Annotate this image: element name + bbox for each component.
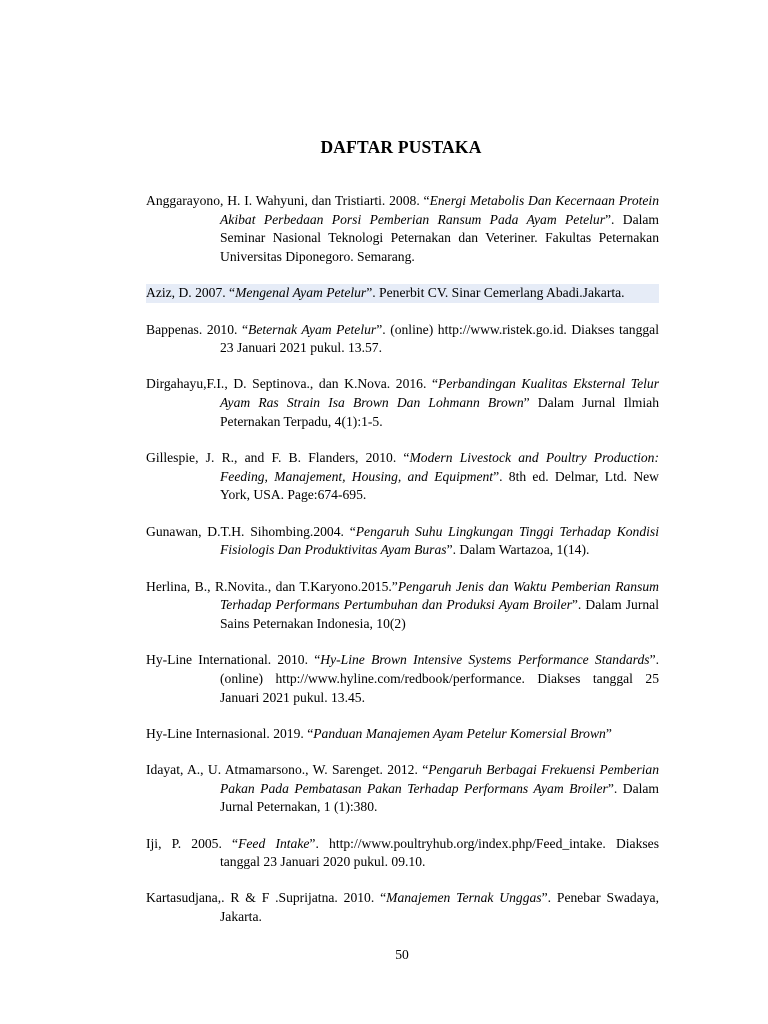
reference-title: Manajemen Ternak Unggas [386, 890, 542, 906]
reference-title: Energi Metabolis Dan Kecernaan Protein Akibat Perbedaan Porsi Pemberian Ransum Pada Ayam Petelur [220, 193, 660, 227]
reference-authors: Dirgahayu,F.I., D. Septinova., dan K.Nova. 2016. “ [146, 376, 439, 392]
reference-title: Hy-Line Brown Intensive Systems Performance Standards [320, 652, 650, 668]
reference-title: Pengaruh Suhu Lingkungan Tinggi Terhadap Kondisi Fisiologis Dan Produktivitas Ayam Buras [220, 523, 659, 558]
reference-source: ”. Penebar Swadaya, Jakarta. [220, 890, 659, 925]
reference-source: ” [605, 725, 612, 741]
reference-list [146, 192, 659, 944]
reference-entry [146, 284, 659, 303]
reference-entry [146, 449, 659, 505]
reference-source: ” Dalam Jurnal Ilmiah Peternakan Terpadu, 4(1):1-5. [220, 395, 659, 429]
reference-entry [146, 578, 659, 634]
reference-authors: Hy-Line Internasional. 2019. “ [146, 725, 314, 741]
reference-authors: Gunawan, D.T.H. Sihombing.2004. “ [146, 523, 356, 539]
reference-title: Modern Livestock and Poultry Production: Feeding, Manajement, Housing, and Equipment [220, 450, 659, 484]
reference-title: Pengaruh Jenis dan Waktu Pemberian Ransum Terhadap Performans Pertumbuhan dan Produksi Ayam Broiler [220, 578, 659, 613]
reference-source: ”. 8th ed. Delmar, Ltd. New York, USA. Page:674-695. [220, 468, 659, 503]
reference-title: Mengenal Ayam Petelur [235, 285, 367, 301]
reference-source: ”. (online) http://www.hyline.com/redbook/performance. Diakses tanggal 25 Januari 2021 pukul. 13.45. [220, 652, 659, 705]
reference-entry [146, 321, 659, 358]
reference-entry [146, 889, 659, 926]
reference-authors: Idayat, A., U. Atmamarsono., W. Sarenget. 2012. “ [146, 761, 429, 777]
reference-title: Beternak Ayam Petelur [248, 321, 377, 337]
reference-authors: Bappenas. 2010. “ [146, 321, 249, 337]
page-number: 50 [395, 947, 409, 962]
reference-authors: Gillespie, J. R., and F. B. Flanders, 2010. “ [146, 450, 410, 466]
reference-title: Perbandingan Kualitas Eksternal Telur Ayam Ras Strain Isa Brown Dan Lohmann Brown [220, 376, 659, 411]
reference-entry [146, 761, 659, 817]
reference-title: Pengaruh Berbagai Frekuensi Pemberian Pakan Pada Pembatasan Pakan Terhadap Performans Ayam Broiler [220, 761, 659, 796]
reference-source: ”. Dalam Jurnal Peternakan, 1 (1):380. [220, 780, 659, 815]
reference-entry [146, 835, 659, 872]
reference-authors: Anggarayono, H. I. Wahyuni, dan Tristiarti. 2008. “ [146, 193, 430, 208]
reference-source: ”. Dalam Jurnal Sains Peternakan Indonesia, 10(2) [220, 597, 659, 631]
reference-source: ”. http://www.poultryhub.org/index.php/Feed_intake. Diakses tanggal 23 Januari 2020 pukul. 09.10. [220, 835, 659, 870]
reference-entry [146, 651, 659, 707]
reference-source: ”. Dalam Wartazoa, 1(14). [446, 542, 590, 558]
reference-authors: Iji, P. 2005. “ [146, 835, 239, 851]
reference-entry [146, 725, 659, 744]
reference-authors: Kartasudjana,. R & F .Suprijatna. 2010. “ [146, 890, 387, 906]
reference-entry [146, 375, 659, 431]
reference-source: ”. (online) http://www.ristek.go.id. Diakses tanggal 23 Januari 2021 pukul. 13.57. [220, 321, 659, 356]
reference-authors: Herlina, B., R.Novita., dan T.Karyono.2015.” [146, 578, 398, 594]
reference-entry [146, 523, 659, 560]
reference-entry [146, 192, 659, 267]
reference-title: Panduan Manajemen Ayam Petelur Komersial Brown [313, 725, 606, 741]
reference-source: ”. Penerbit CV. Sinar Cemerlang Abadi.Jakarta. [366, 285, 625, 301]
reference-title: Feed Intake [238, 835, 310, 851]
reference-source: ”. Dalam Seminar Nasional Teknologi Peternakan dan Veteriner. Fakultas Peternakan Universitas Diponegoro. Semarang. [220, 211, 659, 265]
reference-authors: Aziz, D. 2007. “ [146, 285, 236, 301]
page-title: DAFTAR PUSTAKA [320, 137, 482, 157]
reference-authors: Hy-Line International. 2010. “ [146, 652, 321, 668]
